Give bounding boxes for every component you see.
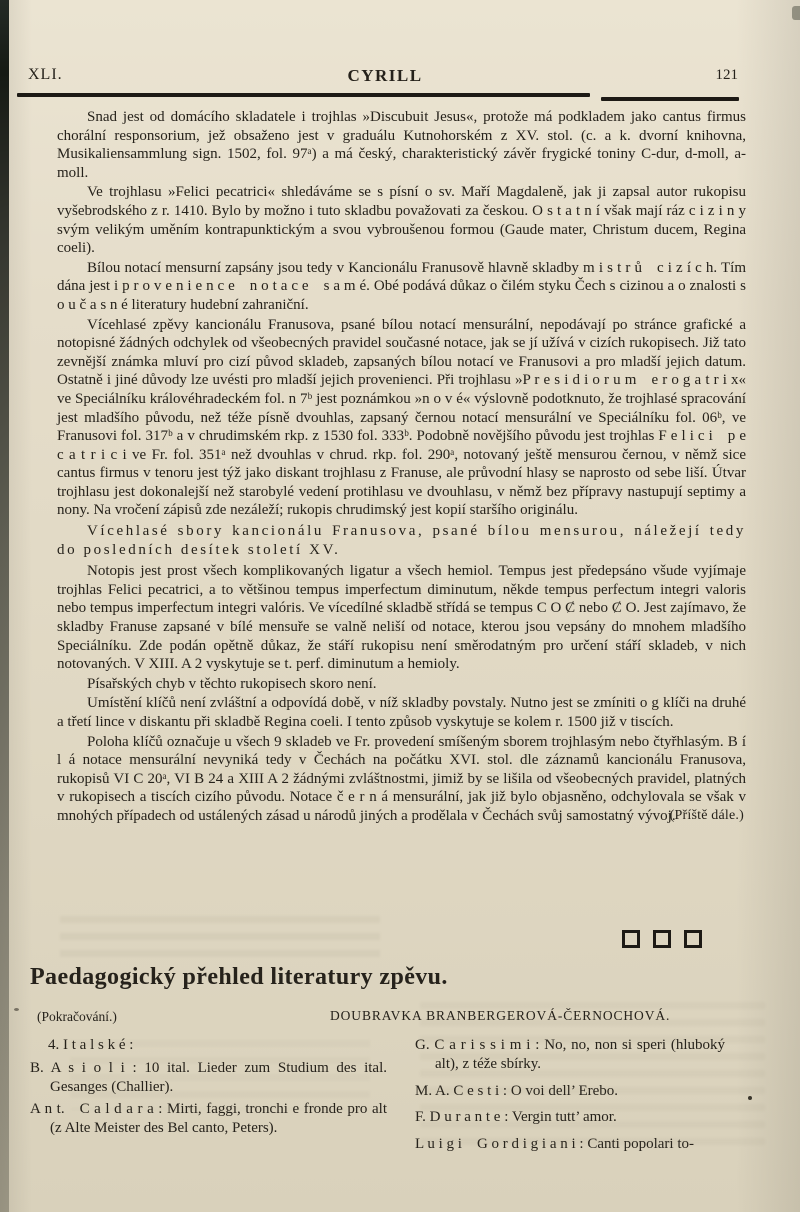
paragraph: Poloha klíčů označuje u všech 9 skladeb ve Fr. provedení smíšeným sborem trojhlasým nebo čtyřhlasým. B í l á notace mensurální nevyniká tedy v Čechách na počátku XVI. stol. dle záznamů kancionálu Franusova, rukopisů VI C 20ᵃ, VI B 24 a XIII A 2 žádnými zvláštnostmi, jimiž by se lišila od všeobecných pravidel, platných v rukopisech a tiscích cizího původu. Notace č e r n á mensurální, jak již bylo objasněno, odchylovala se však v mnohých případech od ustálených zásad u národů jiných a prodělala v Čechách svůj samostatný vývoj. <box>57 733 746 824</box>
header-rule-left <box>17 93 590 97</box>
paragraph: Notopis jest prost všech komplikovaných ligatur a všech hemiol. Tempus jest předepsáno všude vyjímaje trojhlas Felici pecatrici, a to většinou tempus imperfectum diminutum, někde tempus perfectum integri valoris nebo tempus imperfectum integri valóris. Ve vícedílné skladbě střídá se tempus C O Ȼ nebo Ȼ O. Jest zajímavo, že skladby Franuse zapsané v bílé mensuře se valně neliší od notace, kterou jsou vepsány do mnohem mladšího Speciálníku. Zde podán opětně důkaz, že stáří rukopisu není směrodatným pro určení stáří skladeb, v nich notovaných. V XIII. A 2 vyskytuje se t. perf. diminutum a hemioly. <box>57 563 746 673</box>
paragraph: Umístění klíčů není zvláštní a odpovídá době, v níž skladby povstaly. Nutno jest se zmíniti o g klíči na druhé a třetí lince v diskantu při skladbě Regina coeli. I tento způsob vyskytuje se kolem r. 1500 již v tiscích. <box>57 695 746 730</box>
scan-edge-shadow <box>0 0 9 1212</box>
list-item: A n t. C a l d a r a : Mirti, faggi, tronchi e fronde pro alt (z Alte Meister des Bel canto, Peters). <box>30 1101 387 1137</box>
paragraph: Ve trojhlasu »Felici pecatrici« shledáváme se s písní o sv. Maří Magdaleně, jak ji zapsal autor rukopisu vyšebrodského z r. 1410. Bylo by možno i tuto skladbu považovati za českou. O s t a t n í však mají ráz c i z i n y svým velikým uměním kontrapunktickým a svou vybroušenou formou (Gaude mater, Christum ducem, Regina coeli). <box>57 184 746 257</box>
journal-issue-number: XLI. <box>28 66 63 83</box>
article-title: Paedagogický přehled literatury zpěvu. <box>30 964 448 990</box>
page-header <box>28 66 742 88</box>
list-item: G. C a r i s s i m i : No, no, non si speri (hluboký alt), z téže sbírky. <box>415 1037 725 1072</box>
right-column <box>415 1036 725 1154</box>
ink-speck <box>748 1096 752 1100</box>
paragraph: Vícehlasé zpěvy kancionálu Franusova, psané bílou notací mensurální, nepodávají po stránce grafické a notopisné žádných odchylek od všeobecných pravidel současné notace, jak se jí užívá v cizích rukopisech. Již tato zevnější známka mluví pro cizí původ skladeb, zapsaných bílou notací ve Franusovi a pro mladší jejich datum. Ostatně i jiné důvody lze uvésti pro mladší jejich provenienci. Při trojhlasu »P r e s i d i o r u m e r o g a t r i x« ve Speciálníku královéhradeckém fol. n 7ᵇ jest poznámkou »n o v é« výslovně podotknuto, že trojhlasé spracování jest mladšího původu, než téže písně dvouhlas, zapsaný černou notací mensurální ve Speciálníku fol. 06ᵇ, ve Franusovi fol. 317ᵇ a v chrudimském rkp. z 1530 fol. 333ᵇ. Podobně novějšího původu jest trojhlas F e l i c i p e c a t r i c i ve Fr. fol. 351ᵃ než dvouhlas v chrud. rkp. fol. 290ᵃ, notovaný ještě mensurou černou, v němž sice cantus firmus v tenoru jest týž jako diskant trojhlasu z Franuse, ale průvodní hlasy se naprosto od sebe liší. Útvar trojhlasu jest dokonalejší než starobylé vedení protihlasu ve dvouhlasu, v němž bez přípravy nastupují septimy a nony. Na vročení zápisů zde nezáleží; rukopis chrudimský jest kopií staršího originálu. <box>57 316 746 519</box>
page-number: 121 <box>715 67 738 83</box>
category-heading: 4. I t a l s k é : <box>48 1037 134 1053</box>
section-divider-squares <box>0 930 702 953</box>
left-column <box>30 1036 387 1154</box>
list-item: L u i g i G o r d i g i a n i : Canti popolari to- <box>415 1136 694 1153</box>
continuation-label: (Pokračování.) <box>37 1009 117 1024</box>
article-body <box>57 108 746 827</box>
scan-corner-mark <box>792 6 800 20</box>
paragraph: Písařských chyb v těchto rukopisech skoro není. <box>87 675 377 692</box>
paragraph-emphasized: Vícehlasé sbory kancionálu Franusova, psané bílou mensurou, náležejí tedy do posledních desítek století XV. <box>57 523 746 558</box>
last-paragraph-wrap <box>57 733 746 826</box>
paragraph: Snad jest od domácího skladatele i trojhlas »Discubuit Jesus«, protože má podkladem jako cantus firmus chorální responsorium, jež obsaženo jest v graduálu Kutnohorském z XV. stol. (c. a k. dvorní knihovna, Musikaliensammlung sign. 1502, fol. 97ᵃ) a má český, charakteristický závěr frygické toniny C-dur, d-moll, a-moll. <box>57 109 746 181</box>
paragraph: Bílou notací mensurní zapsány jsou tedy v Kancionálu Franusově hlavně skladby m i s t r ů c i z í c h. Tím dána jest i p r o v e n i e n c e n o t a c e s a m é. Obé podává důkaz o čilém styku Čech s cizinou a o znalosti s o u č a s n é literatury hudební zahraniční. <box>57 259 746 313</box>
divider-square-icon <box>684 930 702 948</box>
continuation-note: (Příště dále.) <box>669 807 744 823</box>
header-rule-right <box>601 97 739 101</box>
divider-square-icon <box>653 930 671 948</box>
list-item: M. A. C e s t i : O voi dell’ Erebo. <box>415 1082 619 1099</box>
list-item: F. D u r a n t e : Vergin tutt’ amor. <box>415 1109 617 1126</box>
ink-speck <box>14 1008 19 1011</box>
author-byline: DOUBRAVKA BRANBERGEROVÁ-ČERNOCHOVÁ. <box>330 1008 671 1023</box>
bibliography-columns <box>30 1036 725 1154</box>
list-item: B. A s i o l i : 10 ital. Lieder zum Studium des ital. Gesanges (Challier). <box>30 1059 387 1095</box>
divider-square-icon <box>622 930 640 948</box>
journal-title: CYRILL <box>347 66 423 85</box>
